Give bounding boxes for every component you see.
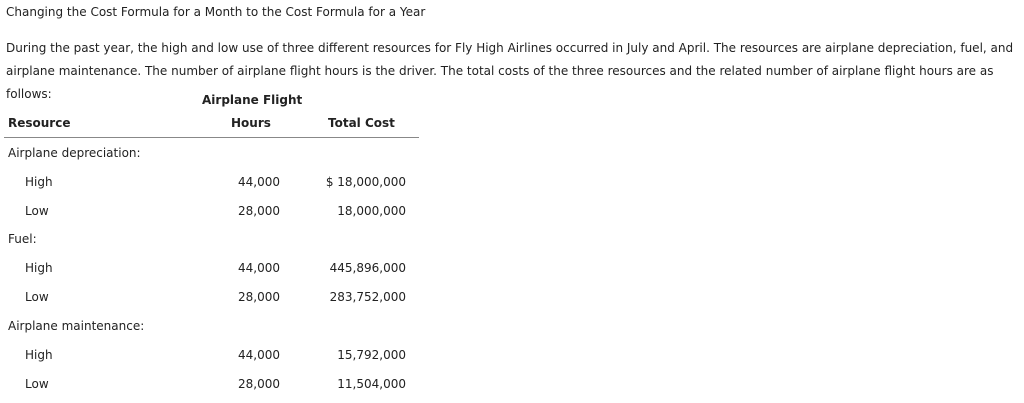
header-divider (4, 137, 419, 138)
problem-description: During the past year, the high and low use of three different resources for Fly High Airlines occurred in July and April. The resources are airplane depreciation, fuel, and airplane maintenance. The number of airplane flight hours is the driver. The total costs of the three resources and the related number of airplane flight hours are as follows: (6, 41, 1014, 101)
row-total-cost: 11,504,000 (337, 377, 406, 391)
row-label: High (25, 348, 53, 362)
header-hours: Hours (231, 116, 271, 130)
group-label-maintenance: Airplane maintenance: (8, 319, 145, 333)
row-label: High (25, 261, 53, 275)
header-resource: Resource (8, 116, 71, 130)
row-hours: 28,000 (238, 290, 280, 304)
row-total-cost: $ 18,000,000 (325, 175, 406, 189)
row-total-cost: 15,792,000 (337, 348, 406, 362)
header-airplane-flight: Airplane Flight (202, 93, 303, 107)
row-total-cost: 18,000,000 (337, 204, 406, 218)
row-hours: 44,000 (238, 175, 280, 189)
row-label: Low (25, 290, 49, 304)
row-total-cost: 283,752,000 (329, 290, 406, 304)
row-hours: 28,000 (238, 377, 280, 391)
row-hours: 44,000 (238, 261, 280, 275)
group-label-fuel: Fuel: (8, 232, 37, 246)
row-label: Low (25, 377, 49, 391)
problem-title: Changing the Cost Formula for a Month to the Cost Formula for a Year (6, 5, 426, 19)
row-label: High (25, 175, 53, 189)
row-hours: 44,000 (238, 348, 280, 362)
row-hours: 28,000 (238, 204, 280, 218)
row-total-cost: 445,896,000 (329, 261, 406, 275)
header-total-cost: Total Cost (328, 116, 395, 130)
group-label-depreciation: Airplane depreciation: (8, 146, 141, 160)
row-label: Low (25, 204, 49, 218)
